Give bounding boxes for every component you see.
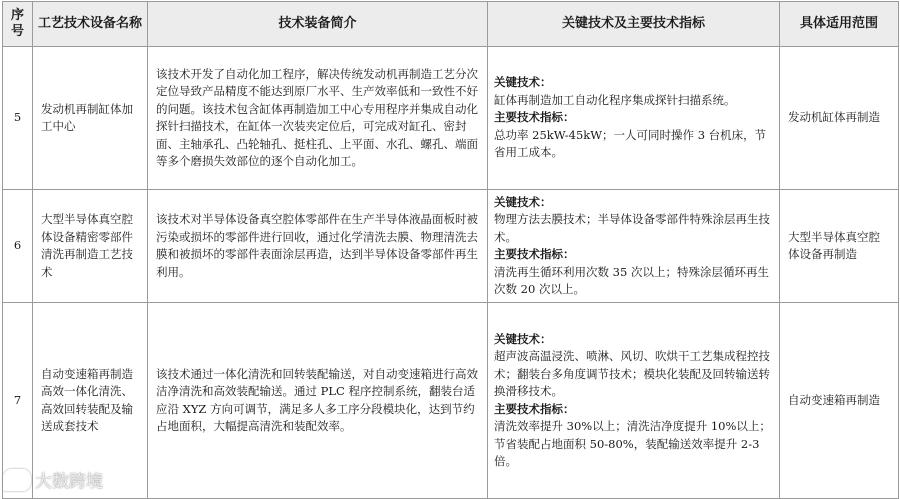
equipment-name: 大型半导体真空腔体设备精密零部件清洗再制造工艺技术 bbox=[33, 190, 148, 303]
indicator-label: 主要技术指标： bbox=[494, 110, 575, 125]
header-equipment-intro: 技术装备简介 bbox=[148, 2, 488, 47]
table-header-row bbox=[3, 2, 899, 47]
key-technology-text: 物理方法去膜技术；半导体设备零部件特殊涂层再生技术。 bbox=[494, 212, 770, 244]
serial-number: 7 bbox=[3, 303, 33, 499]
key-technology-label: 关键技术： bbox=[494, 75, 552, 90]
header-key-technology: 关键技术及主要技术指标 bbox=[488, 2, 780, 47]
indicator-label: 主要技术指标： bbox=[494, 401, 575, 416]
serial-number: 5 bbox=[3, 47, 33, 190]
chat-bubble-logo-icon bbox=[3, 469, 31, 491]
watermark-text: 大数跨境 bbox=[35, 472, 103, 492]
key-technology-text: 超声波高温浸洗、喷淋、风切、吹烘干工艺集成程控技术；翻装台多角度调节技术；模块化装配及回转输送转换滑移技术。 bbox=[494, 349, 770, 398]
table-row bbox=[3, 190, 899, 303]
watermark bbox=[3, 467, 103, 492]
table-row bbox=[3, 47, 899, 190]
indicator-text: 清洗再生循环利用次数 35 次以上；特殊涂层循环再生次数 20 次以上。 bbox=[494, 264, 769, 296]
equipment-intro: 该技术通过一体化清洗和回转装配输送，对自动变速箱进行高效洁净清洗和高效装配输送。通过 PLC 程序控制系统，翻装台适应沿 XYZ 方向可调节，满足多人多工序分段模块化，达到节约占地面积，大幅提高清洗和装配效率。 bbox=[148, 303, 488, 499]
header-equipment-name: 工艺技术设备名称 bbox=[33, 2, 148, 47]
key-technology-cell bbox=[488, 303, 780, 499]
key-technology-label: 关键技术： bbox=[494, 331, 552, 346]
equipment-name: 发动机再制缸体加工中心 bbox=[33, 47, 148, 190]
key-technology-cell bbox=[488, 190, 780, 303]
serial-number: 6 bbox=[3, 190, 33, 303]
equipment-intro: 该技术开发了自动化加工程序，解决传统发动机再制造工艺分次定位导致产品精度不能达到原厂水平、生产效率低和一致性不好的问题。该技术包含缸体再制造加工中心专用程序并集成自动化探针扫描技术，在缸体一次装夹定位后，可完成对缸孔、密封面、主轴承孔、凸轮轴孔、挺柱孔、上平面、水孔、螺孔、端面等多个磨损失效部位的逐个自动化加工。 bbox=[148, 47, 488, 190]
equipment-name: 自动变速箱再制造高效一体化清洗、高效回转装配及输送成套技术 bbox=[33, 303, 148, 499]
equipment-intro: 该技术对半导体设备真空腔体零部件在生产半导体液晶面板时被污染或损坏的零部件进行回收，通过化学清洗去膜、物理清洗去膜和被损坏的零部件表面涂层再造，达到半导体设备零部件再生利用。 bbox=[148, 190, 488, 303]
header-serial-number: 序号 bbox=[3, 2, 33, 47]
technology-equipment-table bbox=[2, 1, 899, 499]
table-row bbox=[3, 303, 899, 499]
key-technology-label: 关键技术： bbox=[494, 194, 552, 209]
applicable-scope: 大型半导体真空腔体设备再制造 bbox=[780, 190, 899, 303]
indicator-text: 清洗效率提升 30%以上；清洗洁净度提升 10%以上；节省装配占地面积 50-80%，装配输送效率提升 2-3 倍。 bbox=[494, 419, 771, 468]
key-technology-cell bbox=[488, 47, 780, 190]
applicable-scope: 自动变速箱再制造 bbox=[780, 303, 899, 499]
indicator-label: 主要技术指标： bbox=[494, 247, 575, 261]
indicator-text: 总功率 25kW-45kW；一人可同时操作 3 台机床，节省用工成本。 bbox=[494, 127, 767, 160]
header-applicable-scope: 具体适用范围 bbox=[780, 2, 899, 47]
applicable-scope: 发动机缸体再制造 bbox=[780, 47, 899, 190]
key-technology-text: 缸体再制造加工自动化程序集成探针扫描系统。 bbox=[494, 92, 736, 107]
